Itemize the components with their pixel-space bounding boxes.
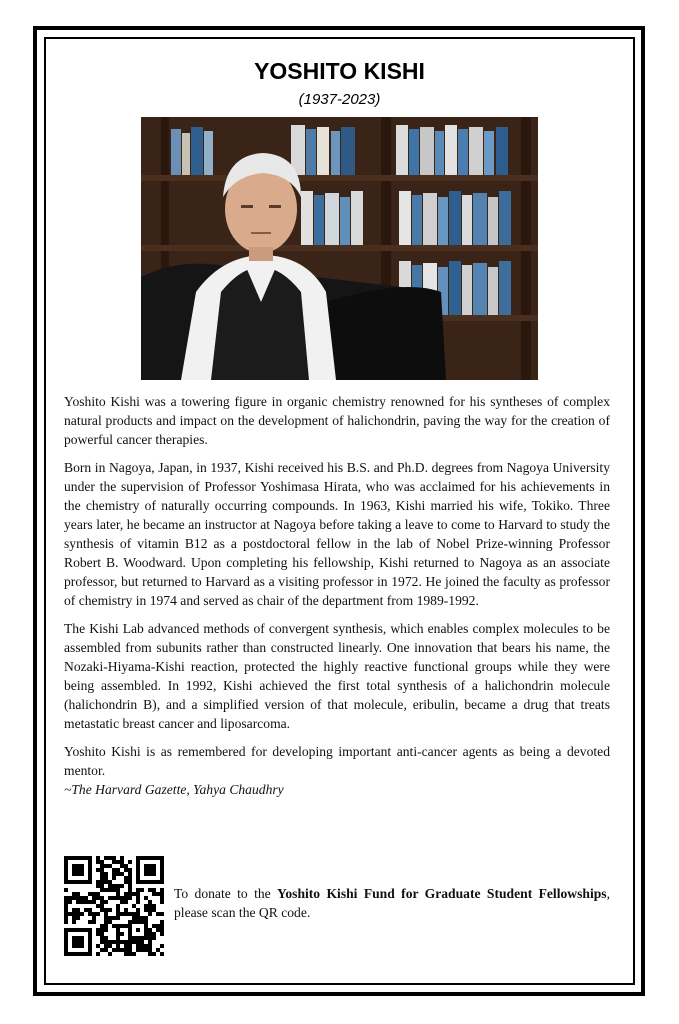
donate-prefix: To donate to the bbox=[174, 886, 278, 901]
bio-paragraph-4 bbox=[64, 742, 610, 799]
attribution: ~The Harvard Gazette, Yahya Chaudhry bbox=[64, 782, 284, 797]
life-dates: (1937-2023) bbox=[298, 91, 381, 108]
bio-paragraph-1: Yoshito Kishi was a towering figure in organic chemistry renowned for his syntheses of complex natural products and impact on the development of halichondrin, paving the way for the creation of powerful cancer therapies. bbox=[64, 394, 610, 447]
bio-paragraph-2: Born in Nagoya, Japan, in 1937, Kishi received his B.S. and Ph.D. degrees from Nagoya University under the supervision of Professor Yoshimasa Hirata, who was acclaimed for his achievements in the chemistry of naturally occurring compounds. In 1963, Kishi married his wife, Tokiko. Three years later, he became an instructor at Nagoya before taking a leave to come to Harvard to study the synthesis of vitamin B12 as a postdoctoral fellow in the lab of Nobel Prize-winning Professor Robert B. Woodward. Upon completing his fellowship, Kishi returned to Nagoya as an associate professor, but returned to Harvard as a visiting professor in 1972. He joined the faculty as professor of chemistry in 1974 and served as chair of the department from 1989-1992. bbox=[64, 460, 610, 608]
qr-code-icon[interactable] bbox=[64, 856, 164, 956]
portrait-photo bbox=[141, 117, 538, 380]
donate-suffix: , please scan the QR code. bbox=[174, 886, 610, 920]
bio-paragraph-4-text: Yoshito Kishi is as remembered for developing important anti-cancer agents as being a devoted mentor. bbox=[64, 744, 610, 778]
donate-text bbox=[174, 884, 610, 922]
page-title: YOSHITO KISHI bbox=[254, 58, 425, 84]
biography bbox=[64, 392, 610, 799]
fund-name: Yoshito Kishi Fund for Graduate Student Fellowships bbox=[277, 886, 607, 901]
bio-paragraph-3: The Kishi Lab advanced methods of convergent synthesis, which enables complex molecules to be assembled from subunits rather than constructed linearly. One innovation that bears his name, the Nozaki-Hiyama-Kishi reaction, protected the highly reactive functional groups while they were being assembled. In 1992, Kishi achieved the first total synthesis of a halichondrin molecule (halichondrin B), and a simplified version of that molecule, eribulin, became a drug that treats metastatic breast cancer and liposarcoma. bbox=[64, 621, 610, 731]
